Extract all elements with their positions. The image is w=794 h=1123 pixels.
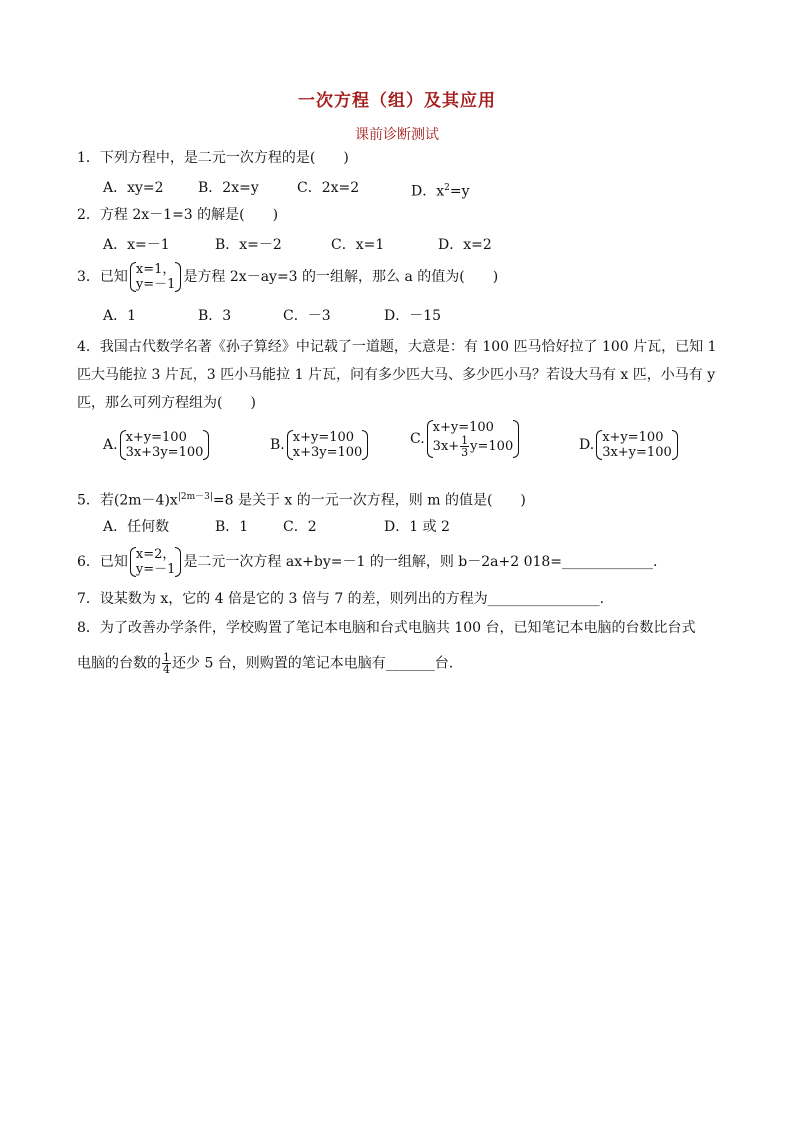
q3-option-a: A．1 [103, 308, 137, 324]
q3-equation-system: x=1， y=－1 [130, 262, 182, 292]
q5-option-b: B．1 [215, 519, 249, 535]
q1-option-b: B．2x=y [198, 180, 259, 196]
q1-option-a: A．xy=2 [103, 180, 164, 196]
q4-option-c: C. x+y=100 3x+ $\frac{1}{3}$ y=100 [410, 420, 521, 458]
q4-option-d: D. x+y=100 3x+y=100 [579, 430, 680, 460]
q1-option-d: D．$x^2=y$ [411, 183, 470, 200]
q4-option-a: A. x+y=100 3x+3y=100 [103, 430, 211, 460]
q3-option-d: D．－15 [384, 308, 442, 324]
question-5-stem: 5．若$(2m-4)x^{|2m-3|}=8$ 是关于 x 的一元一次方程，则 m 的值是( ) [77, 492, 526, 509]
page-subtitle: 课前诊断测试 [355, 127, 439, 143]
q2-option-d: D．x=2 [438, 237, 492, 253]
q6-equation-system: x=2， y=－1 [130, 547, 182, 577]
question-8-line-1: 8．为了改善办学条件，学校购置了笔记本电脑和台式电脑共 100 台，已知笔记本电脑的台数比台式 [77, 620, 696, 636]
q5-option-d: D．1 或 2 [384, 519, 450, 535]
page-title: 一次方程（组）及其应用 [298, 91, 496, 111]
q3-option-b: B．3 [198, 308, 232, 324]
q2-option-a: A．x=－1 [103, 237, 170, 253]
question-7-stem: 7．设某数为 x，它的 4 倍是它的 3 倍与 7 的差，则列出的方程为________________. [77, 591, 605, 607]
question-4-line-3: 匹，那么可列方程组为( ) [77, 395, 256, 411]
q1-option-c: C．2x=2 [297, 180, 360, 196]
q2-option-b: B．x=－2 [215, 237, 282, 253]
question-1-stem: 1．下列方程中，是二元一次方程的是( ) [77, 150, 349, 166]
fraction-one-quarter: $\frac{1}{4}$ [163, 651, 170, 676]
q3-option-c: C．－3 [283, 308, 331, 324]
question-2-stem: 2．方程 2x－1=3 的解是( ) [77, 207, 279, 223]
question-8-line-2: 电脑的台数的 $\frac{1}{4}$ 还少 5 台，则购置的笔记本电脑有_______台. [77, 651, 454, 676]
question-3-stem: 3．已知 x=1， y=－1 是方程 2x－ay=3 的一组解，那么 a 的值为( ) [77, 262, 499, 292]
q2-option-c: C．x=1 [331, 237, 385, 253]
question-4-line-1: 4．我国古代数学名著《孙子算经》中记载了一道题，大意是：有 100 匹马恰好拉了 100 片瓦，已知 1 [77, 339, 717, 355]
question-6-stem: 6．已知 x=2， y=－1 是二元一次方程 ax+by=－1 的一组解，则 b－2a+2 018=_____________. [77, 547, 658, 577]
q5-option-a: A．任何数 [103, 519, 170, 535]
question-4-line-2: 匹大马能拉 3 片瓦，3 匹小马能拉 1 片瓦，问有多少匹大马、多少匹小马？若设大马有 x 匹，小马有 y [77, 367, 716, 383]
q4-option-b: B. x+y=100 x+3y=100 [270, 430, 370, 460]
q5-option-c: C．2 [283, 519, 317, 535]
